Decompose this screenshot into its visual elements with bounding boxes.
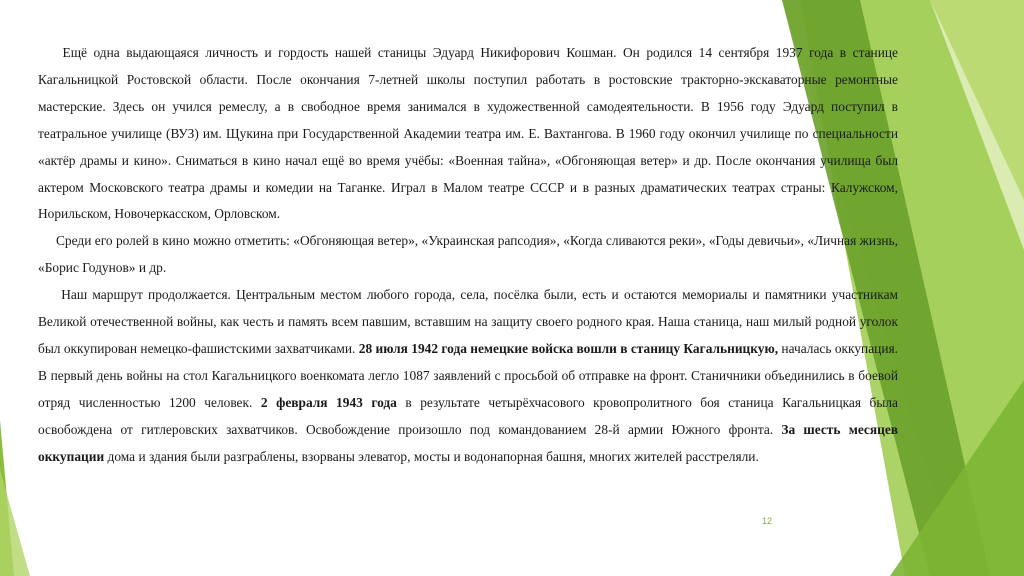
liberation-date: 2 февраля 1943 года [260,394,397,410]
paragraph-film-roles [38,228,898,282]
occupation-duration: За шесть месяцев оккупации [38,421,899,464]
paragraph-film-roles-text: Среди его ролей в кино можно отметить: «Обгоняющая ветер», «Украинская рапсодия», «Когда сливаются реки», «Годы девичьи», «Личная жизнь, «Борис Годунов» и др. [38,233,898,276]
occupation-text-4: дома и здания были разграблены, взорваны элеватор, мосты и водонапорная башня, многих жителей расстреляли. [104,448,759,464]
paragraph-biography-text: Ещё одна выдающаяся личность и гордость нашей станицы Эдуард Никифорович Кошман. Он родился 14 сентября 1937 года в станице Кагальницкой Ростовской области. После окончания 7-летней школы поступил работать в ростовские тракторно-экскаваторные ремонтные мастерские. Здесь он учился ремеслу, а в свободное время занимался в художественной самодеятельности. В 1956 году Эдуард поступил в театральное училище (ВУЗ) им. Щукина при Государственной Академии театра им. Е. Вахтангова. В 1960 году окончил училище по специальности «актёр драмы и кино». Сниматься в кино начал ещё во время учёбы: «Военная тайна», «Обгоняющая ветер» и др. После окончания училища был актером Московского театра драмы и комедии на Таганке. Играл в Малом театре СССР и в разных драматических театрах страны: Калужском, Норильском, Новочеркасском, Орловском. [38,45,898,222]
page-number: 12 [762,516,773,526]
occupation-text-2: началась оккупация. В первый день войны на стол Кагальницкого военкомата легло 1087 заявлений с просьбой об отправке на фронт. Станичники объединились в боевой отряд численностью 1200 человек. [38,340,899,410]
occupation-date-start: 28 июля 1942 года немецкие войска вошли в станицу Кагальницкую, [358,340,779,356]
occupation-text-1: Наш маршрут продолжается. Центральным местом любого города, села, посёлка были, есть и остаются мемориалы и памятники участникам Великой отечественной войны, как честь и память всем павшим, вставшим на защиту своего родного края. Наша станица, наш милый родной уголок был оккупирован немецко-фашистскими захватчиками. [38,287,898,356]
paragraph-biography [38,40,898,228]
occupation-text-3: в результате четырёхчасового кровопролитного боя станица Кагальницкая была освобождена от гитлеровских захватчиков. Освобождение произошло под командованием 28-й армии Южного фронта. [38,394,898,437]
slide-body-text [38,40,898,471]
paragraph-occupation [38,282,898,470]
